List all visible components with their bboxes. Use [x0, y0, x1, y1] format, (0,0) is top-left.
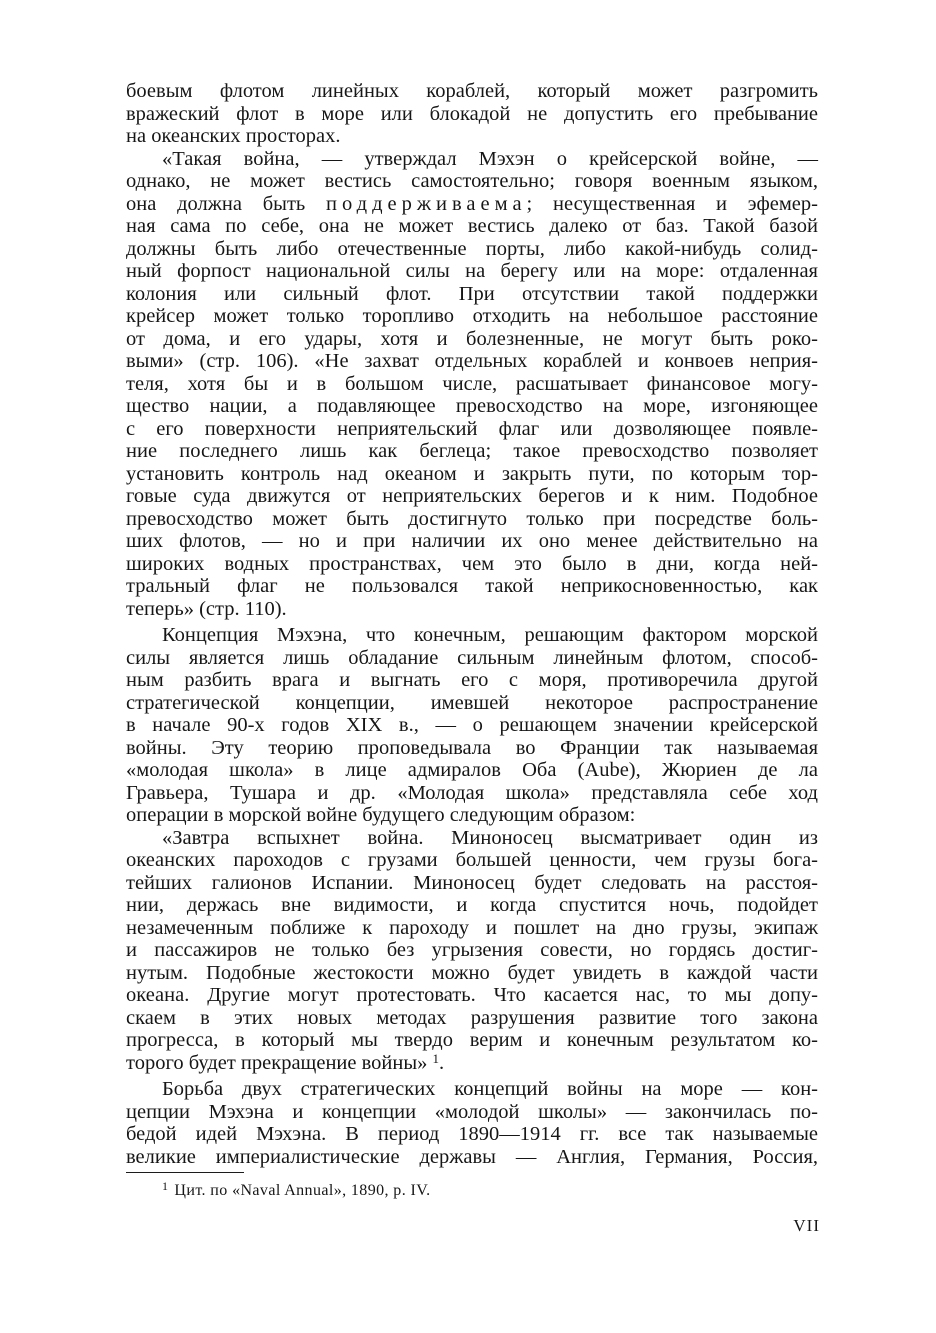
paragraph-3-line-2: силы является лишь обладание сильным линейным флотом, способ-	[126, 646, 818, 669]
paragraph-5-line-1: Борьба двух стратегических концепций войны на море — кон-	[162, 1078, 818, 1100]
paragraph-4-line-7: нутым. Подобные жестокости можно будет увидеть в каждой части	[126, 961, 818, 984]
paragraph-4-line-6: и пассажиров не только без угрызения совести, но гордясь достиг-	[126, 939, 818, 961]
line-segment: ; несущественная и эфемер-	[526, 192, 818, 215]
page-number: VII	[793, 1216, 820, 1235]
paragraph-5-line-2: цепции Мэхэна и концепции «молодой школы» — закончилась по-	[126, 1100, 818, 1123]
paragraph-5-line-4: великие империалистические державы — Англия, Германия, Россия,	[126, 1145, 818, 1168]
paragraph-2-line-17: превосходство может быть достигнуто только при посредстве боль-	[126, 507, 818, 530]
paragraph-4-line-4: нии, держась вне видимости, и когда спустится ночь, подойдет	[126, 894, 818, 916]
paragraph-3-line-5: в начале 90-х годов XIX в., — о решающем значении крейсерской	[126, 714, 818, 736]
paragraph-2-line-9: от дома, и его удары, хотя и болезненные, не могут быть роко-	[126, 327, 818, 350]
paragraph-3-line-1: Концепция Мэхэна, что конечным, решающим фактором морской	[162, 624, 818, 646]
paragraph-2-line-14: ние последнего лишь как беглеца; такое превосходство позволяет	[126, 440, 818, 462]
paragraph-5-line-3: бедой идей Мэхэна. В период 1890—1914 гг. все так называемые	[126, 1123, 818, 1145]
paragraph-2-line-15: установить контроль над океаном и закрыть пути, по которым тор-	[126, 462, 818, 485]
body-text	[126, 80, 818, 1168]
paragraph-4-line-11	[126, 1052, 818, 1075]
footnote-text: Цит. по «Naval Annual», 1890, p. IV.	[174, 1182, 431, 1199]
line-segment: .	[439, 1051, 445, 1074]
paragraph-3-line-4: стратегической концепции, имевшей некоторое распространение	[126, 691, 818, 714]
emphasized-word: поддерживаема	[326, 192, 527, 215]
paragraph-2-line-11: теля, хотя бы и в большом числе, расшатывает финансовое могу-	[126, 372, 818, 395]
footnote	[162, 1181, 762, 1201]
paragraph-2-line-10: выми» (стр. 106). «Не захват отдельных кораблей и конвоев неприя-	[126, 350, 818, 372]
paragraph-2-line-18: ших флотов, — но и при наличии их оно менее действительно на	[126, 530, 818, 552]
paragraph-4-line-1: «Завтра вспыхнет война. Миноносец высматривает один из	[162, 826, 818, 849]
paragraph-4-line-3: тейших галионов Испании. Миноносец будет следовать на расстоя-	[126, 871, 818, 894]
paragraph-2-line-8: крейсер может только торопливо отходить на небольшое расстояние	[126, 305, 818, 327]
footnote-divider	[126, 1172, 244, 1173]
paragraph-2-line-21: теперь» (стр. 110).	[126, 597, 287, 620]
footnote-marker: 1	[162, 1179, 169, 1193]
line-segment: торого будет прекращение войны»	[126, 1051, 433, 1074]
paragraph-2-line-12: щество нации, а подавляющее превосходство на море, изгоняющее	[126, 395, 818, 417]
paragraph-2-line-13: с его поверхности неприятельский флаг или дозволяющее появле-	[126, 417, 818, 440]
paragraph-2-line-19: широких водных пространствах, чем это было в дни, когда ней-	[126, 552, 818, 575]
paragraph-2-line-16: говые суда движутся от неприятельских берегов и к ним. Подобное	[126, 485, 818, 507]
paragraph-3-line-3: ным разбить врага и выгнать его с моря, противоречила другой	[126, 669, 818, 691]
line-segment: она должна быть	[126, 192, 327, 215]
paragraph-3-line-7: «молодая школа» в лице адмиралов Оба (Aube), Жюриен де ла	[126, 759, 818, 781]
paragraph-4-line-8: океана. Другие могут протестовать. Что касается нас, то мы допу-	[126, 984, 818, 1006]
paragraph-2-line-4: ная сама по себе, она не может вестись далеко от баз. Такой базой	[126, 215, 818, 237]
paragraph-4-line-5: незамеченным поближе к пароходу и пошлет на дно грузы, экипаж	[126, 916, 818, 939]
paragraph-1-line-2: вражеский флот в море или блокадой не допустить его пребывание	[126, 102, 818, 125]
paragraph-3-line-8: Гравьера, Тушара и др. «Молодая школа» представляла себе ход	[126, 781, 818, 804]
paragraph-3-line-6: войны. Эту теорию проповедывала во Франции так называемая	[126, 736, 818, 759]
paragraph-4-line-10: прогресса, в который мы твердо верим и конечным результатом ко-	[126, 1029, 818, 1051]
paragraph-2-line-6: ный форпост национальной силы на берегу или на море: отдаленная	[126, 260, 818, 282]
paragraph-2-line-3	[126, 193, 818, 216]
paragraph-1-line-1: боевым флотом линейных кораблей, который может разгромить	[126, 80, 818, 102]
paragraph-3-line-9: операции в морской войне будущего следующим образом:	[126, 804, 636, 826]
paragraph-4-line-2: океанских пароходов с грузами большей ценности, чем грузы бога-	[126, 849, 818, 871]
paragraph-1-line-3: на океанских просторах.	[126, 125, 341, 147]
paragraph-2-line-5: должны быть либо отечественные порты, либо какой-нибудь солид-	[126, 237, 818, 260]
paragraph-2-line-7: колония или сильный флот. При отсутствии такой поддержки	[126, 282, 818, 305]
paragraph-2-line-20: тральный флаг не пользовался такой неприкосновенностью, как	[126, 575, 818, 597]
paragraph-2-line-2: однако, не может вестись самостоятельно; говоря военным языком,	[126, 170, 818, 192]
paragraph-4-line-9: скаем в этих новых методах разрушения развитие того закона	[126, 1006, 818, 1029]
footnote-reference: 1	[432, 1050, 439, 1066]
paragraph-2-line-1: «Такая война, — утверждал Мэхэн о крейсерской войне, —	[162, 147, 818, 170]
